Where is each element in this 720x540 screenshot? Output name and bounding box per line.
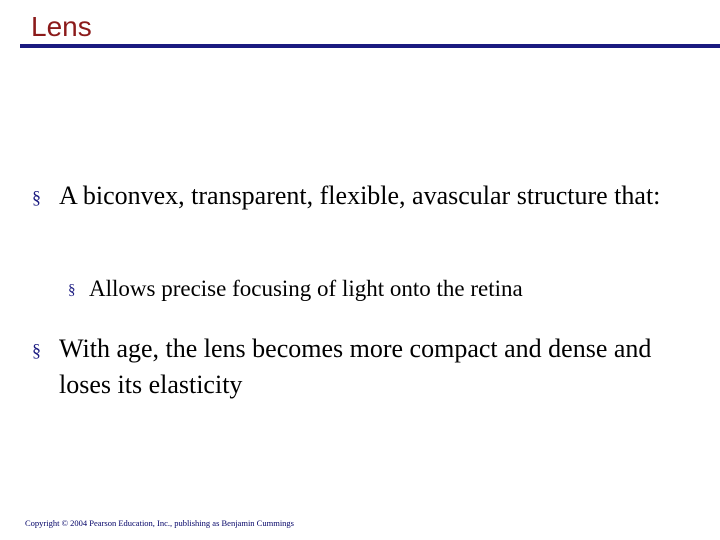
slide-title: Lens — [31, 11, 92, 42]
bullet-item-1 — [32, 178, 702, 214]
square-bullet-icon: § — [68, 282, 76, 298]
bullet-item-2 — [32, 331, 702, 403]
bullet-text-2: With age, the lens becomes more compact and dense and loses its elasticity — [59, 334, 652, 399]
sub-bullet-item-1 — [68, 273, 698, 305]
square-bullet-icon: § — [32, 340, 41, 360]
title-divider — [20, 44, 720, 48]
square-bullet-icon: § — [32, 187, 41, 207]
sub-bullet-text-1: Allows precise focusing of light onto the retina — [89, 276, 523, 301]
copyright-footer: Copyright © 2004 Pearson Education, Inc., publishing as Benjamin Cummings — [25, 518, 294, 528]
bullet-text-1: A biconvex, transparent, flexible, avascular structure that: — [59, 181, 661, 210]
